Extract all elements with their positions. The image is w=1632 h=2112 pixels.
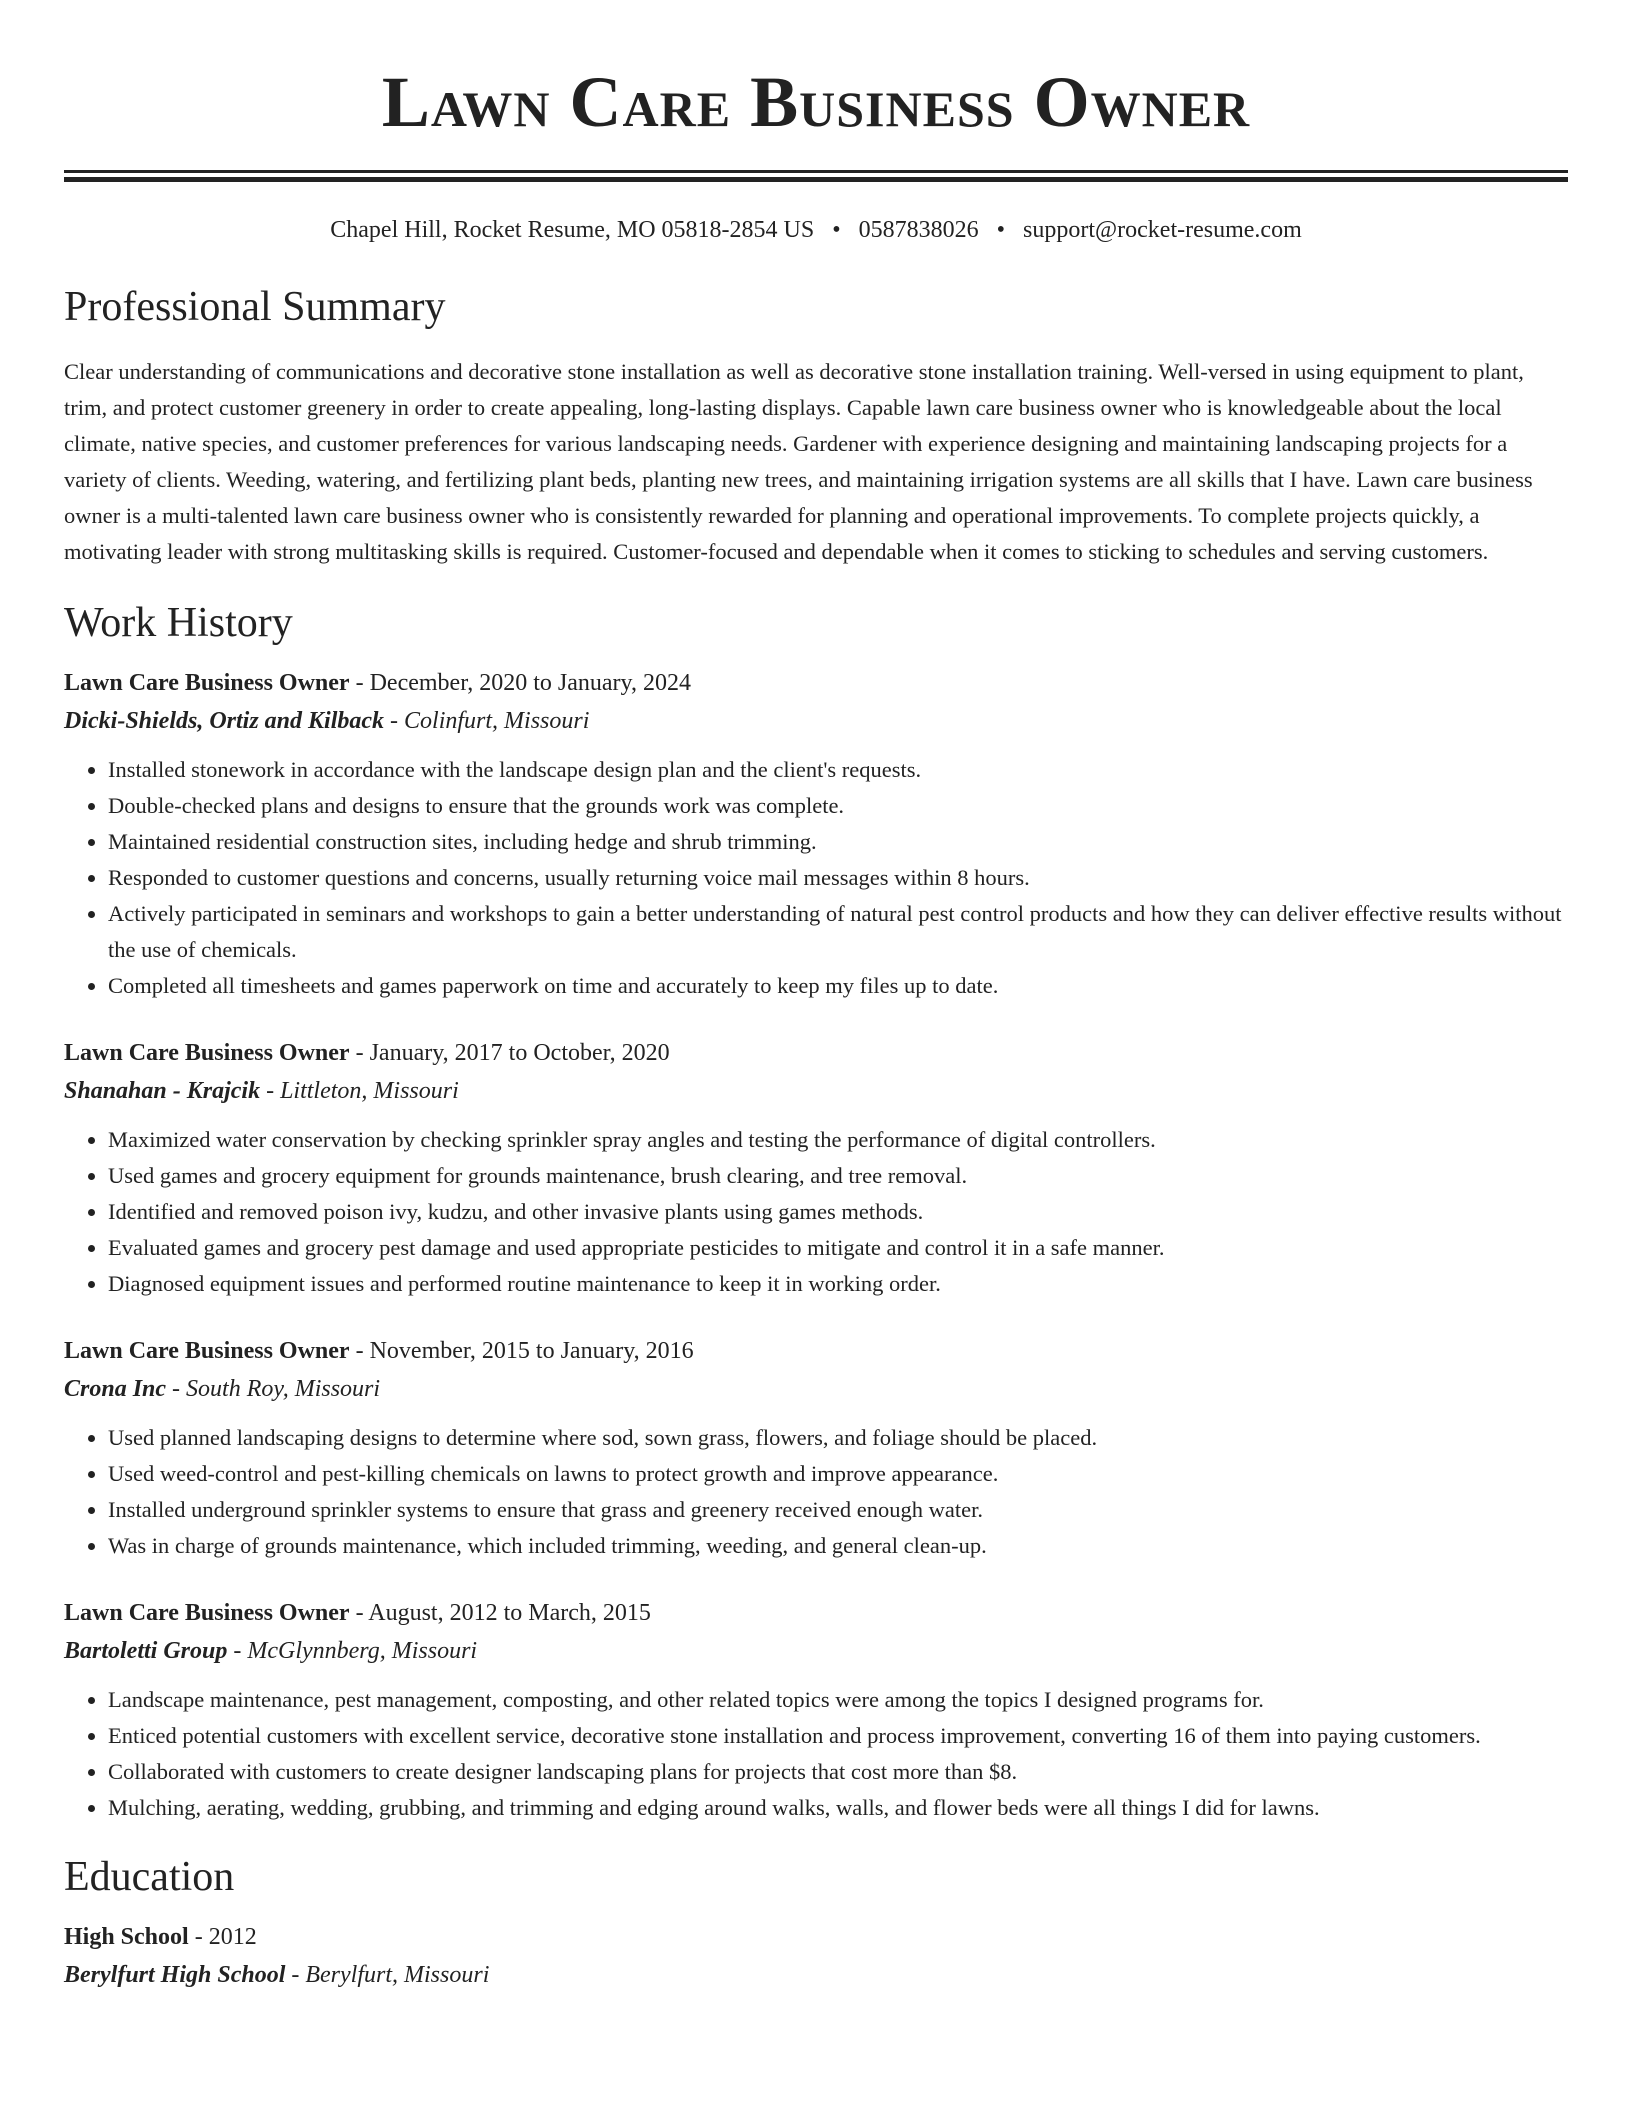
job-bullet: • Maintained residential construction sites, including hedge and shrub trimming. (108, 824, 1568, 860)
job-bullet: • Installed stonework in accordance with the landscape design plan and the client's requests. (108, 752, 1568, 788)
education-location: - Berylfurt, Missouri (285, 1962, 490, 1988)
job-company-line (64, 1370, 1568, 1408)
job-bullet: • Responded to customer questions and concerns, usually returning voice mail messages within 8 hours. (108, 860, 1568, 896)
job-company: Bartoletti Group (64, 1638, 228, 1664)
job-role: Lawn Care Business Owner (64, 1040, 350, 1066)
job-bullets (64, 1122, 1568, 1302)
job-location: - Littleton, Missouri (260, 1078, 459, 1104)
contact-separator: • (996, 217, 1006, 243)
resume-name: Lawn Care Business Owner (381, 62, 1251, 142)
job-entry (64, 1034, 1568, 1302)
education-heading: Education (64, 1854, 235, 1900)
job-header (64, 1594, 1568, 1632)
job-location: - South Roy, Missouri (166, 1376, 381, 1402)
job-company-line (64, 1072, 1568, 1110)
job-dates: - January, 2017 to October, 2020 (349, 1040, 670, 1066)
contact-phone: 0587838026 (858, 217, 979, 243)
job-header (64, 1332, 1568, 1370)
job-bullet: • Used planned landscaping designs to determine where sod, sown grass, flowers, and foliage should be placed. (108, 1420, 1568, 1456)
job-bullet: • Collaborated with customers to create designer landscaping plans for projects that cost more than $8. (108, 1754, 1568, 1790)
job-bullet: • Diagnosed equipment issues and performed routine maintenance to keep it in working order. (108, 1266, 1568, 1302)
summary-heading: Professional Summary (64, 284, 446, 330)
job-bullet: • Enticed potential customers with excellent service, decorative stone installation and process improvement, converting 16 of them into paying customers. (108, 1718, 1568, 1754)
job-bullet: • Identified and removed poison ivy, kudzu, and other invasive plants using games methods. (108, 1194, 1568, 1230)
header-double-rule (64, 170, 1568, 182)
job-location: - Colinfurt, Missouri (384, 708, 590, 734)
job-entry (64, 664, 1568, 1004)
job-bullet: • Actively participated in seminars and workshops to gain a better understanding of natural pest control products and how they can deliver effective results without the use of chemicals. (108, 896, 1568, 968)
job-bullets (64, 752, 1568, 1004)
education-entry (64, 1918, 1568, 1994)
job-dates: - November, 2015 to January, 2016 (349, 1338, 694, 1364)
job-role: Lawn Care Business Owner (64, 1600, 350, 1626)
job-company: Dicki-Shields, Ortiz and Kilback (64, 708, 385, 734)
job-bullets (64, 1682, 1568, 1826)
summary-text: Clear understanding of communications and decorative stone installation as well as decorative stone installation training. Well-versed in using equipment to plant, trim, and protect customer greenery in order to create appealing, long-lasting displays. Capable lawn care business owner who is knowledgeable about the local climate, native species, and customer preferences for various landscaping needs. Gardener with experience designing and maintaining landscaping projects for a variety of clients. Weeding, watering, and fertilizing plant beds, planting new trees, and maintaining irrigation systems are all skills that I have. Lawn care business owner is a multi-talented lawn care business owner who is consistently rewarded for planning and operational improvements. To complete projects quickly, a motivating leader with strong multitasking skills is required. Customer-focused and dependable when it comes to sticking to schedules and serving customers. (64, 359, 1533, 564)
job-bullets (64, 1420, 1568, 1564)
education-year: - 2012 (188, 1924, 257, 1950)
job-entry (64, 1594, 1568, 1826)
job-bullet: • Maximized water conservation by checking sprinkler spray angles and testing the performance of digital controllers. (108, 1122, 1568, 1158)
education-school: Berylfurt High School (64, 1962, 286, 1988)
contact-separator: • (832, 217, 841, 243)
job-bullet: • Mulching, aerating, wedding, grubbing, and trimming and edging around walks, walls, and flower beds were all things I did for lawns. (108, 1790, 1568, 1826)
job-header (64, 1034, 1568, 1072)
job-bullet: • Evaluated games and grocery pest damage and used appropriate pesticides to mitigate and control it in a safe manner. (108, 1230, 1568, 1266)
job-entry (64, 1332, 1568, 1564)
contact-address: Chapel Hill, Rocket Resume, MO 05818-2854 US (330, 217, 815, 243)
job-company: Crona Inc (64, 1376, 167, 1402)
job-header (64, 664, 1568, 702)
job-company: Shanahan - Krajcik (64, 1078, 261, 1104)
job-bullet: • Completed all timesheets and games paperwork on time and accurately to keep my files up to date. (108, 968, 1568, 1004)
job-bullet: • Used weed-control and pest-killing chemicals on lawns to protect growth and improve appearance. (108, 1456, 1568, 1492)
job-bullet: • Installed underground sprinkler systems to ensure that grass and greenery received enough water. (108, 1492, 1568, 1528)
education-school-line (64, 1956, 1568, 1994)
job-bullet: • Landscape maintenance, pest management, composting, and other related topics were among the topics I designed programs for. (108, 1682, 1568, 1718)
education-degree: High School (64, 1924, 189, 1950)
job-dates: - August, 2012 to March, 2015 (349, 1600, 651, 1626)
work-history-heading: Work History (64, 600, 293, 646)
contact-email: support@rocket-resume.com (1023, 217, 1302, 243)
education-header (64, 1918, 1568, 1956)
contact-line (64, 218, 1568, 242)
job-bullet: • Double-checked plans and designs to ensure that the grounds work was complete. (108, 788, 1568, 824)
job-company-line (64, 702, 1568, 740)
job-role: Lawn Care Business Owner (64, 1338, 350, 1364)
job-company-line (64, 1632, 1568, 1670)
job-dates: - December, 2020 to January, 2024 (349, 670, 691, 696)
job-role: Lawn Care Business Owner (64, 670, 350, 696)
job-location: - McGlynnberg, Missouri (227, 1638, 478, 1664)
job-bullet: • Used games and grocery equipment for grounds maintenance, brush clearing, and tree removal. (108, 1158, 1568, 1194)
job-bullet: • Was in charge of grounds maintenance, which included trimming, weeding, and general clean-up. (108, 1528, 1568, 1564)
